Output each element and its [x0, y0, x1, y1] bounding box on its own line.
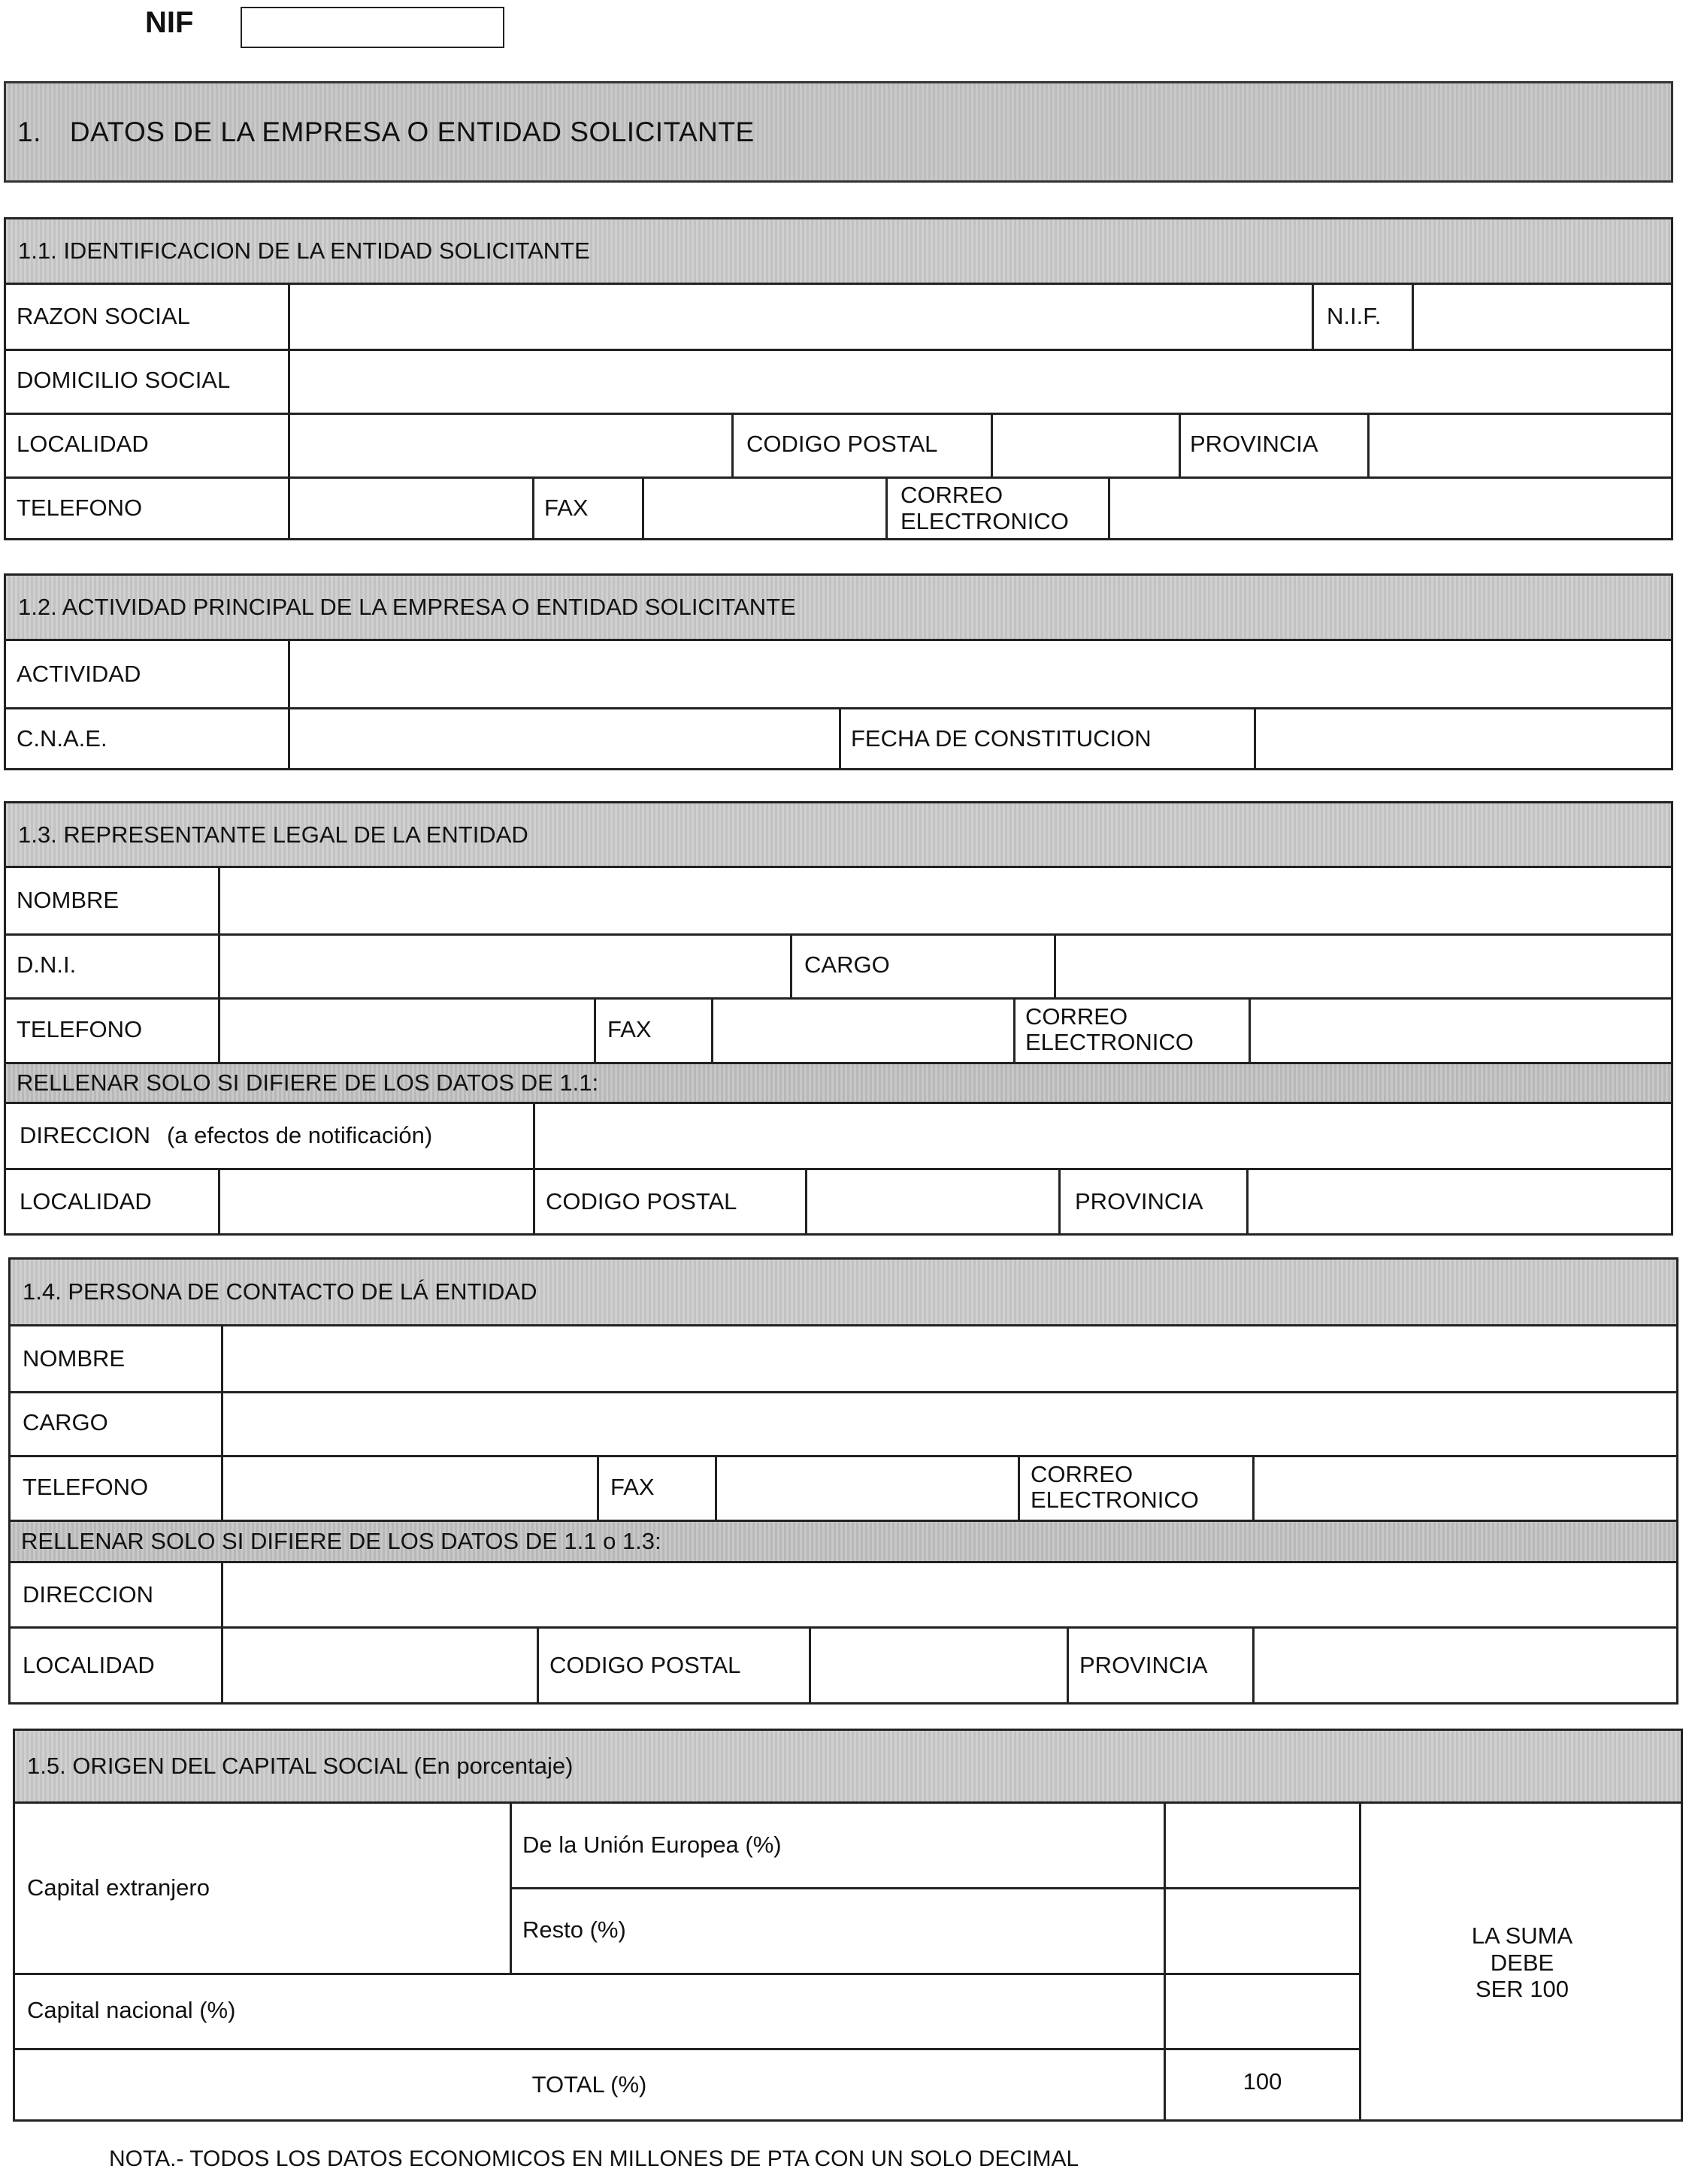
- section-1-4-title: 1.4. PERSONA DE CONTACTO DE LÁ ENTIDAD: [11, 1260, 1676, 1326]
- section-1-3-title: 1.3. REPRESENTANTE LEGAL DE LA ENTIDAD: [6, 803, 1671, 868]
- correo-label-1-1: [900, 476, 1069, 540]
- telefono-field-1-3[interactable]: [220, 1000, 594, 1062]
- provincia-field-1-4[interactable]: [1255, 1629, 1676, 1705]
- section-1-3-rellenar: RELLENAR SOLO SI DIFIERE DE LOS DATOS DE 1.1:: [6, 1062, 1671, 1104]
- main-section-number: 1.: [17, 116, 41, 147]
- direccion-label-1-3: [20, 1104, 432, 1168]
- telefono-label-1-3: TELEFONO: [17, 1015, 143, 1042]
- telefono-field-1-1[interactable]: [290, 479, 532, 540]
- provincia-label-1-3: PROVINCIA: [1075, 1187, 1203, 1215]
- fax-label-1-1: FAX: [544, 495, 589, 522]
- fax-label-1-3: FAX: [607, 1015, 652, 1042]
- codigo-postal-label-1-1: CODIGO POSTAL: [746, 431, 938, 458]
- capital-extranjero-label: Capital extranjero: [27, 1874, 210, 1901]
- section-1-1-title: 1.1. IDENTIFICACION DE LA ENTIDAD SOLICITANTE: [6, 219, 1671, 285]
- actividad-label: ACTIVIDAD: [17, 660, 141, 687]
- total-label: TOTAL (%): [531, 2071, 647, 2098]
- cargo-label-1-4: CARGO: [23, 1409, 108, 1436]
- union-europea-field[interactable]: [1166, 1806, 1359, 1887]
- correo-label-line2: ELECTRONICO: [900, 507, 1069, 534]
- localidad-label-1-1: LOCALIDAD: [17, 431, 149, 458]
- fax-field-1-3[interactable]: [713, 1000, 1013, 1062]
- nombre-label-1-4: NOMBRE: [23, 1345, 126, 1372]
- main-section-text: DATOS DE LA EMPRESA O ENTIDAD SOLICITANTE: [69, 116, 755, 147]
- provincia-field-1-1[interactable]: [1370, 415, 1671, 476]
- correo-field-1-3[interactable]: [1251, 1000, 1671, 1062]
- direccion-field-1-3[interactable]: [535, 1106, 1671, 1168]
- localidad-field-1-4[interactable]: [223, 1629, 537, 1705]
- direccion-label-1-4: DIRECCION: [23, 1581, 153, 1608]
- fecha-constitucion-field[interactable]: [1256, 709, 1671, 770]
- fecha-constitucion-label: FECHA DE CONSTITUCION: [851, 724, 1152, 752]
- nif-label: NIF: [145, 6, 194, 39]
- correo-label-1-3: [1025, 997, 1194, 1062]
- direccion-note: (a efectos de notificación): [166, 1122, 433, 1149]
- telefono-label-1-4: TELEFONO: [23, 1473, 149, 1500]
- dni-field[interactable]: [220, 936, 790, 997]
- main-section-title: [4, 81, 1673, 183]
- domicilio-social-label: DOMICILIO SOCIAL: [17, 367, 231, 394]
- cargo-label-1-3: CARGO: [804, 951, 890, 979]
- telefono-field-1-4[interactable]: [223, 1457, 597, 1520]
- section-1-3: [4, 801, 1673, 1236]
- section-1-4-rellenar: RELLENAR SOLO SI DIFIERE DE LOS DATOS DE 1.1 o 1.3:: [11, 1520, 1676, 1563]
- codigo-postal-label-1-4: CODIGO POSTAL: [549, 1651, 741, 1678]
- provincia-label-1-4: PROVINCIA: [1079, 1651, 1208, 1678]
- correo-label-1-4-line1: CORREO: [1031, 1460, 1134, 1487]
- suma-note-line1: LA SUMA: [1471, 1922, 1573, 1950]
- codigo-postal-label-1-3: CODIGO POSTAL: [546, 1187, 737, 1215]
- codigo-postal-field-1-1[interactable]: [993, 415, 1179, 476]
- correo-field-1-1[interactable]: [1110, 479, 1671, 540]
- nombre-label-1-3: NOMBRE: [17, 887, 120, 914]
- dni-label: D.N.I.: [17, 951, 77, 979]
- provincia-label-1-1: PROVINCIA: [1190, 431, 1318, 458]
- correo-label-1-3-line1: CORREO: [1025, 1003, 1128, 1030]
- correo-label-1-4: [1031, 1455, 1199, 1520]
- correo-label-line1: CORREO: [900, 482, 1003, 509]
- cnae-field[interactable]: [290, 709, 839, 770]
- domicilio-social-field[interactable]: [290, 351, 1671, 413]
- razon-social-label: RAZON SOCIAL: [17, 303, 190, 330]
- nif-input[interactable]: [241, 7, 504, 48]
- actividad-field[interactable]: [290, 643, 1671, 707]
- correo-label-1-4-line2: ELECTRONICO: [1031, 1487, 1199, 1513]
- suma-note: [1361, 1804, 1683, 2122]
- section-1-5: [13, 1729, 1683, 2122]
- fax-field-1-1[interactable]: [644, 479, 885, 540]
- section-1-5-title: 1.5. ORIGEN DEL CAPITAL SOCIAL (En porcentaje): [15, 1731, 1681, 1804]
- nif-label-1-1: N.I.F.: [1327, 303, 1382, 330]
- suma-note-line3: SER 100: [1475, 1976, 1569, 2003]
- resto-label: Resto (%): [522, 1916, 626, 1943]
- section-1-2: [4, 573, 1673, 770]
- codigo-postal-field-1-4[interactable]: [811, 1629, 1067, 1705]
- cnae-label: C.N.A.E.: [17, 724, 107, 752]
- telefono-label-1-1: TELEFONO: [17, 495, 143, 522]
- localidad-label-1-4: LOCALIDAD: [23, 1651, 155, 1678]
- cargo-field-1-4[interactable]: [223, 1393, 1676, 1455]
- direccion-field-1-4[interactable]: [223, 1565, 1676, 1626]
- suma-note-line2: DEBE: [1490, 1949, 1554, 1976]
- union-europea-label: De la Unión Europea (%): [522, 1832, 782, 1859]
- fax-label-1-4: FAX: [610, 1473, 655, 1500]
- razon-social-field[interactable]: [290, 287, 1312, 349]
- capital-nacional-field[interactable]: [1166, 1975, 1359, 2048]
- nota-footer: NOTA.- TODOS LOS DATOS ECONOMICOS EN MILLONES DE PTA CON UN SOLO DECIMAL: [109, 2146, 1079, 2171]
- correo-label-1-3-line2: ELECTRONICO: [1025, 1029, 1194, 1055]
- localidad-field-1-1[interactable]: [290, 415, 731, 476]
- localidad-label-1-3: LOCALIDAD: [20, 1187, 152, 1215]
- section-1-1: [4, 217, 1673, 540]
- cargo-field-1-3[interactable]: [1056, 936, 1671, 997]
- nif-field-1-1[interactable]: [1414, 287, 1671, 349]
- total-value: 100: [1243, 2068, 1282, 2095]
- direccion-label-text: DIRECCION: [20, 1122, 150, 1149]
- provincia-field-1-3[interactable]: [1249, 1170, 1671, 1236]
- nombre-field-1-4[interactable]: [223, 1329, 1676, 1391]
- nombre-field-1-3[interactable]: [220, 870, 1671, 933]
- capital-nacional-label: Capital nacional (%): [27, 1996, 236, 2023]
- section-1-2-title: 1.2. ACTIVIDAD PRINCIPAL DE LA EMPRESA O ENTIDAD SOLICITANTE: [6, 576, 1671, 641]
- section-1-4: [8, 1257, 1678, 1705]
- codigo-postal-field-1-3[interactable]: [807, 1170, 1058, 1236]
- correo-field-1-4[interactable]: [1255, 1457, 1676, 1520]
- resto-field[interactable]: [1166, 1889, 1359, 1973]
- fax-field-1-4[interactable]: [717, 1457, 1018, 1520]
- localidad-field-1-3[interactable]: [220, 1170, 533, 1236]
